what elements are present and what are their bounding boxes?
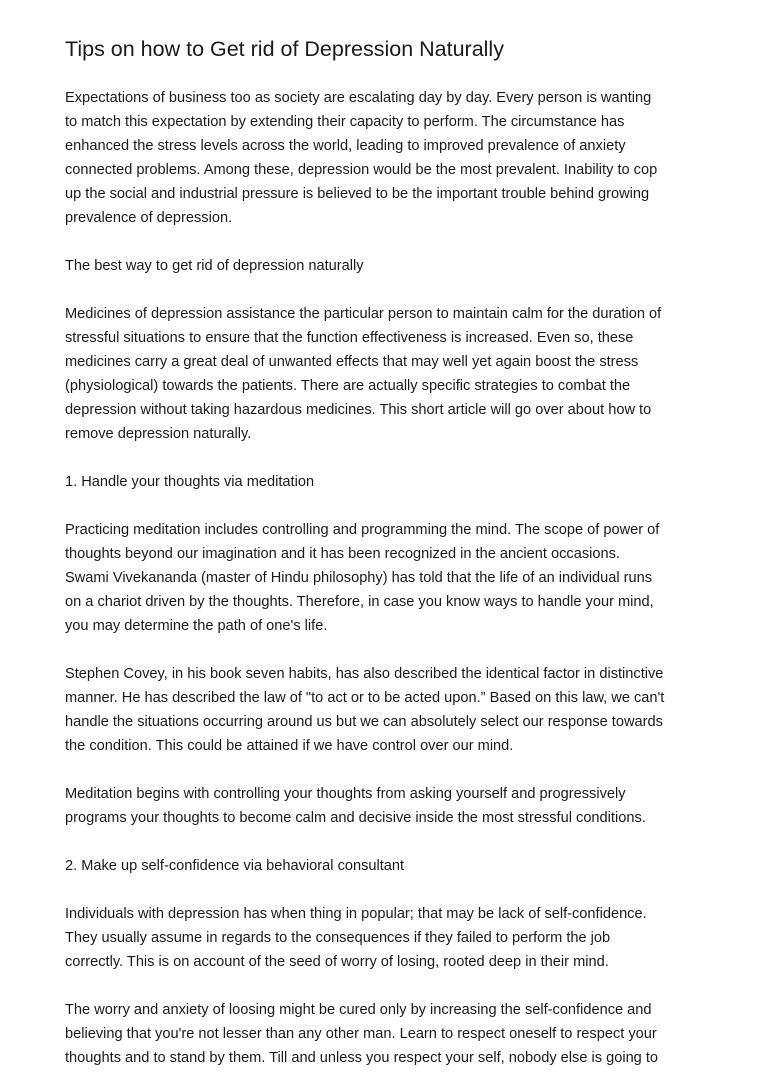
text-line: Medicines of depression assistance the particular person to maintain calm for the duration of bbox=[65, 306, 662, 322]
paragraph bbox=[65, 86, 715, 230]
document-body bbox=[65, 86, 715, 1070]
text-line: 2. Make up self-confidence via behavioral consultant bbox=[65, 858, 405, 874]
section-heading bbox=[65, 254, 715, 278]
text-line: manner. He has described the law of "to act or to be acted upon.” Based on this law, we can't bbox=[65, 690, 665, 706]
text-line: Meditation begins with controlling your thoughts from asking yourself and progressively bbox=[65, 786, 626, 802]
text-line: Swami Vivekananda (master of Hindu philosophy) has told that the life of an individual runs bbox=[65, 570, 653, 586]
text-line: on a chariot driven by the thoughts. Therefore, in case you know ways to handle your mind, bbox=[65, 594, 654, 610]
text-line: depression without taking hazardous medicines. This short article will go over about how to bbox=[65, 402, 652, 418]
text-line: medicines carry a great deal of unwanted effects that may well yet again boost the stress bbox=[65, 354, 639, 370]
paragraph bbox=[65, 518, 715, 638]
paragraph-gap bbox=[65, 830, 715, 854]
text-line: remove depression naturally. bbox=[65, 426, 252, 442]
paragraph-gap bbox=[65, 878, 715, 902]
paragraph-gap bbox=[65, 278, 715, 302]
text-line: handle the situations occurring around us but we can absolutely select our response towards bbox=[65, 714, 663, 730]
text-line: They usually assume in regards to the consequences if they failed to perform the job bbox=[65, 930, 611, 946]
paragraph bbox=[65, 782, 715, 830]
paragraph-gap bbox=[65, 446, 715, 470]
text-line: stressful situations to ensure that the function effectiveness is increased. Even so, these bbox=[65, 330, 634, 346]
paragraph-gap bbox=[65, 230, 715, 254]
paragraph bbox=[65, 302, 715, 446]
text-line: the condition. This could be attained if we have control over our mind. bbox=[65, 738, 514, 754]
text-line: Expectations of business too as society are escalating day by day. Every person is wanting bbox=[65, 90, 652, 106]
paragraph-gap bbox=[65, 974, 715, 998]
text-line: connected problems. Among these, depression would be the most prevalent. Inability to cop bbox=[65, 162, 658, 178]
text-line: Individuals with depression has when thing in popular; that may be lack of self-confidence. bbox=[65, 906, 647, 922]
text-line: up the social and industrial pressure is believed to be the important trouble behind growing bbox=[65, 186, 650, 202]
text-line: thoughts and to stand by them. Till and unless you respect your self, nobody else is going to bbox=[65, 1050, 659, 1066]
section-heading bbox=[65, 470, 715, 494]
paragraph bbox=[65, 902, 715, 974]
paragraph bbox=[65, 998, 715, 1070]
text-line: correctly. This is on account of the seed of worry of losing, rooted deep in their mind. bbox=[65, 954, 609, 970]
text-line: Stephen Covey, in his book seven habits, has also described the identical factor in distinctive bbox=[65, 666, 664, 682]
text-line: programs your thoughts to become calm and decisive inside the most stressful conditions. bbox=[65, 810, 646, 826]
page-title: Tips on how to Get rid of Depression Naturally bbox=[65, 37, 504, 61]
text-line: believing that you're not lesser than any other man. Learn to respect oneself to respect your bbox=[65, 1026, 657, 1042]
text-line: enhanced the stress levels across the world, leading to improved prevalence of anxiety bbox=[65, 138, 626, 154]
paragraph-gap bbox=[65, 494, 715, 518]
text-line: The worry and anxiety of loosing might be cured only by increasing the self-confidence and bbox=[65, 1002, 652, 1018]
text-line: you may determine the path of one's life. bbox=[65, 618, 328, 634]
text-line: prevalence of depression. bbox=[65, 210, 233, 226]
text-line: to match this expectation by extending their capacity to perform. The circumstance has bbox=[65, 114, 625, 130]
text-line: (physiological) towards the patients. There are actually specific strategies to combat the bbox=[65, 378, 631, 394]
text-line: Practicing meditation includes controlling and programming the mind. The scope of power of bbox=[65, 522, 660, 538]
section-heading bbox=[65, 854, 715, 878]
text-line: thoughts beyond our imagination and it has been recognized in the ancient occasions. bbox=[65, 546, 620, 562]
paragraph-gap bbox=[65, 638, 715, 662]
text-line: The best way to get rid of depression naturally bbox=[65, 258, 364, 274]
text-line: 1. Handle your thoughts via meditation bbox=[65, 474, 315, 490]
paragraph-gap bbox=[65, 758, 715, 782]
paragraph bbox=[65, 662, 715, 758]
